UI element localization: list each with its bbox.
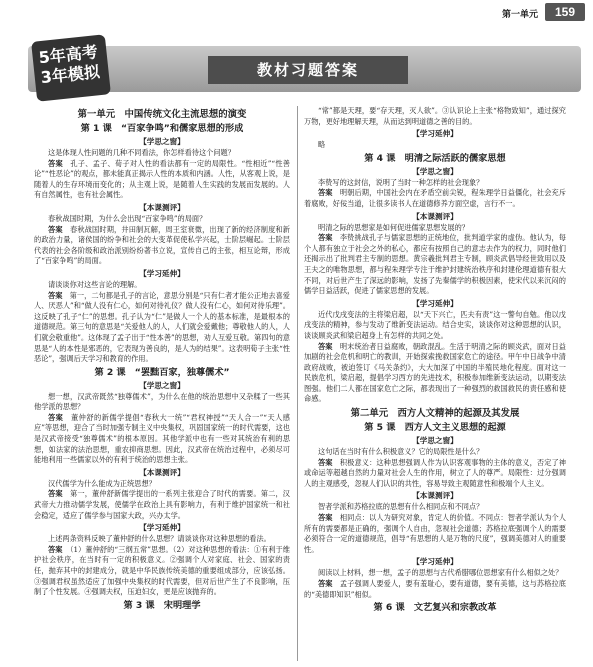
- answer-paragraph: [34, 291, 290, 365]
- answer-label: 答案: [318, 457, 333, 467]
- body-paragraph: 想一想，汉武帝既然“独尊儒术”，为什么在他的统治思想中又杂糅了一些其他学派的思想？: [34, 391, 290, 412]
- section-heading: 【本课测评】: [139, 467, 185, 477]
- answer-text: 孔子、孟子、荀子对人性的看法都有一定的局限性。“性相近”“性善论”“性恶论”的观点，都未能真正揭示人性的本质和内涵。人性，从客观上说，是随着人的生存环境而变化的；从主观上说，是随着人生实践的发展而发展的。人有自然属性，也有社会属性。: [34, 158, 290, 200]
- logo-line-1: 5年高考: [37, 42, 99, 68]
- unit-title: 第二单元 西方人文精神的起源及其发展: [350, 408, 520, 420]
- answer-label: 答案: [318, 513, 333, 523]
- logo-line-2: 3年模拟: [39, 62, 101, 88]
- answer-text: 积极意义：这种思想强调人作为认识客观事物的主体的意义，否定了神或命运等超越自然的力量对社会人生的作用，树立了人的尊严。局限性：过分强调人的主观感受，忽视人们认识的共性，容易导致主观随意性和极端个人主义。: [304, 457, 566, 488]
- section-heading: 【本课测评】: [412, 211, 458, 221]
- answer-label: 答案: [48, 544, 63, 554]
- section-heading: 【学思之窗】: [412, 166, 458, 176]
- section-heading: 【本课测评】: [139, 202, 185, 212]
- answer-label: 答案: [48, 489, 63, 499]
- answer-text: 相同点：以人为研究对象，肯定人的价值。不同点：智者学派认为个人所有的需要都是正确的，强调个人自由，忽视社会道德；苏格拉底强调个人的需要必须符合一定的道德规范，倡导“有思想的人是万物的尺度”，强调美德对人的重要性。: [304, 513, 566, 554]
- body-paragraph: 近代戊戌变法的主将梁启超，以“天下兴亡，匹夫有责”这一警句自勉。他以戊戌变法的精神，参与发动了维新变法运动。结合史实，谈谈你对这种思想的认识，谈谈顾炎武和梁启超身上有怎样的共同之处。: [304, 309, 566, 340]
- answer-paragraph: [304, 233, 566, 297]
- answer-paragraph: [304, 513, 566, 555]
- answer-text: 明朝后期，中国社会内在矛盾空前尖锐，程朱理学日益僵化，社会充斥着腐败，好佞当道，让很多读书人在道德修养方面空虚，言行不一。: [304, 188, 566, 208]
- answer-label: 答案: [318, 233, 333, 243]
- column-divider: [297, 106, 298, 661]
- answer-label: 答案: [318, 341, 333, 351]
- body-paragraph: 春秋战国时期，为什么会出现“百家争鸣”的局面？: [48, 213, 207, 223]
- answer-text: 春秋战国时期，井田制瓦解，周王室衰微，出现了新的经济制度和新的政治力量，诸侯国的纷争和社会的大变革促使私学兴起，士阶层崛起。士阶层代表的社会各阶级和政治派别纷纷著书立说，宣传自己的主张，相互论辩，形成了“百家争鸣”的局面。: [34, 224, 290, 266]
- left-column: [34, 106, 290, 614]
- answer-paragraph: [304, 458, 566, 490]
- unit-title: 第一单元 中国传统文化主流思想的演变: [77, 109, 247, 120]
- body-paragraph: 略: [318, 140, 326, 150]
- section-heading: 【学思之窗】: [139, 137, 185, 146]
- lesson-title: 第 6 课 文艺复兴和宗教改革: [373, 602, 497, 614]
- watermark: [477, 629, 587, 663]
- lesson-title: 第 5 课 西方人文主义思想的起源: [364, 422, 506, 434]
- section-heading: 【学习延伸】: [412, 298, 458, 308]
- page-header: [0, 0, 593, 26]
- lesson-title: 第 3 课 宋明理学: [123, 599, 201, 611]
- answer-label: 答案: [48, 158, 63, 168]
- answer-paragraph: [34, 413, 290, 466]
- answer-label: 答案: [318, 188, 333, 198]
- body-paragraph: 智者学派和苏格拉底的思想有什么相同点和不同点？: [318, 502, 484, 512]
- body-paragraph: 明清之际的思想家是如何促进儒家思想发展的？: [318, 222, 469, 232]
- section-heading: 【学习延伸】: [139, 268, 185, 278]
- answer-text: 孟子强调人要爱人，要有羞耻心，要有道德，要有美德，这与苏格拉底的“美德即知识”相似。: [304, 579, 566, 599]
- lesson-title: 第 2 课 “罢黜百家，独尊儒术”: [94, 366, 230, 378]
- answer-label: 答案: [48, 290, 63, 300]
- answer-paragraph: [304, 579, 566, 600]
- answer-paragraph: [34, 159, 290, 201]
- section-heading: 【学习延伸】: [139, 523, 185, 533]
- body-paragraph: 上述两条资料反映了董仲舒的什么思想？请谈谈你对这种思想的看法。: [48, 534, 271, 544]
- answer-text: 董仲舒的新儒学提倡“春秋大一统”“君权神授”“天人合一”“天人感应”等思想，迎合了当时加强专制主义中央集权，巩固国家统一的时代需要，这也是汉武帝接受“独尊儒术”的根本原因。其他学派中也有一些对其统治有利的思想，如法家的法治思想，重农抑商思想。因此，汉武帝在统治过程中，必须尽可能地利用一些儒家以外的有利于统治的思想主张。: [34, 412, 290, 465]
- body-paragraph: 李贽写的这封信，说明了当时一种怎样的社会现象？: [318, 177, 484, 187]
- answer-text: 明末统治者日益腐败，朝政混乱。生活于明清之际的顾炎武，面对日益加剧的社会危机和明亡的教训，开始探索挽救国家危亡的途径。甲午中日战争中清政府战败，被迫签订《马关条约》，大大加深了中国的半殖民地化程度。面对这一民族危机，梁启超，提倡学习西方的先进技术，积极参加维新变法运动，以期变法图强。他们二人都在国家危亡之际，都表现出了一种强烈的救国救民的责任感和使命感。: [304, 341, 566, 404]
- section-heading: 【本课测评】: [412, 491, 458, 501]
- lesson-title: 第 1 课 “百家争鸣”和儒家思想的形成: [80, 123, 244, 134]
- section-heading: 【学思之窗】: [412, 436, 458, 446]
- body-paragraph: 这句话在当时有什么积极意义？它的局限性是什么？: [318, 447, 484, 457]
- answer-paragraph: [304, 342, 566, 406]
- banner-title: 教材习题答案: [208, 56, 408, 84]
- body-paragraph: 汉代儒学为什么能成为正统思想？: [48, 478, 156, 488]
- answer-paragraph: [34, 489, 290, 521]
- brand-logo: [31, 34, 111, 101]
- section-heading: 【学思之窗】: [139, 380, 185, 390]
- header-unit-label: 第一单元: [501, 10, 538, 20]
- section-heading: 【学习延伸】: [412, 129, 458, 139]
- answer-label: 答案: [48, 412, 64, 422]
- body-paragraph: 请谈谈你对这些言论的理解。: [48, 279, 142, 289]
- body-paragraph: 阅读以上材料，想一想，孟子的思想与古代希腊哪位思想家有什么相似之处？: [318, 568, 563, 578]
- answer-paragraph: [34, 225, 290, 267]
- section-banner: [28, 38, 581, 102]
- answer-text: （1）董仲舒的“三纲五常”思想。（2）对这种思想的看法：①有利于维护社会秩序，在当时有一定的积极意义。②强调个人对家庭、社会、国家的责任，抛弃其中的封建成分，就是中华民族传统美德的重要组成部分，应该弘扬。③强调君权虽然适应了加强中央集权的时代需要，但对后世产生了不良影响，压制了个性发展。④强调夫权，压迫妇女，更是应该抛弃的。: [34, 544, 290, 597]
- body-paragraph: “常”都是天理，要“存天理，灭人欲”。③认识论上主张“格物致知”，通过探究万物，更好地理解天理，从而达到明道德之善的目的。: [304, 106, 566, 126]
- answer-paragraph: [34, 545, 290, 598]
- page-number: 159: [545, 3, 585, 21]
- answer-label: 答案: [48, 224, 63, 234]
- right-column: [304, 106, 566, 616]
- body-paragraph: 这是体现人性问题的几种不同看法，你怎样看待这个问题？: [48, 148, 235, 157]
- answer-text: 第一，董仲舒新儒学提出的一系列主张迎合了时代的需要。第二，汉武帝大力推动儒学发展，使儒学在政治上具有影响力，有利于维护国家统一和社会稳定，适应了儒学参与国家大政，兴办太学。: [34, 489, 290, 520]
- lesson-title: 第 4 课 明清之际活跃的儒家思想: [364, 152, 506, 164]
- section-heading: 【学习延伸】: [412, 557, 458, 567]
- answer-text: 李贽挑战孔子与儒家思想的正统地位，批判道学家的虚伪。他认为，每个人都有独立于社会之外的私心，都应有按照自己的意志去作为的权力，同时他们还揭示出了批判君主专制的思想。黄宗羲批判君主专制，顾炎武倡导经世致用以及王夫之的唯物思想，都与程朱理学专注于维护封建统治秩序和封建伦理道德有很大不同，对后世产生了深远的影响，发扬了先秦儒学的积极因素，使宋代以来沉闷的儒学日益活跃，促进了儒家思想的发展。: [304, 233, 566, 296]
- answer-text: 第一，二句都是孔子的言论，意思分别是“只有仁者才能公正地去喜爱人、厌恶人”和“做人没有仁心，如何对待礼仪？做人没有仁心，如何对待乐理”。这反映了孔子“仁”的思想。孔子认为“仁”是做人一个人的基本标准，是最根本的道德规范。第三句的意思是“关爱他人的人，人们就会爱戴他；尊敬他人的人，人们就会敬重他”。这体现了孟子出于“性本善”的思想，劝人互爱互敬。第四句的意思是“人的本性是邪恶的，它表现为善良的，是人为的结果”。这表明荀子主张“性恶论”，强调后天学习和教育的作用。: [34, 290, 290, 364]
- answer-label: 答案: [318, 579, 333, 588]
- answer-paragraph: [304, 188, 566, 209]
